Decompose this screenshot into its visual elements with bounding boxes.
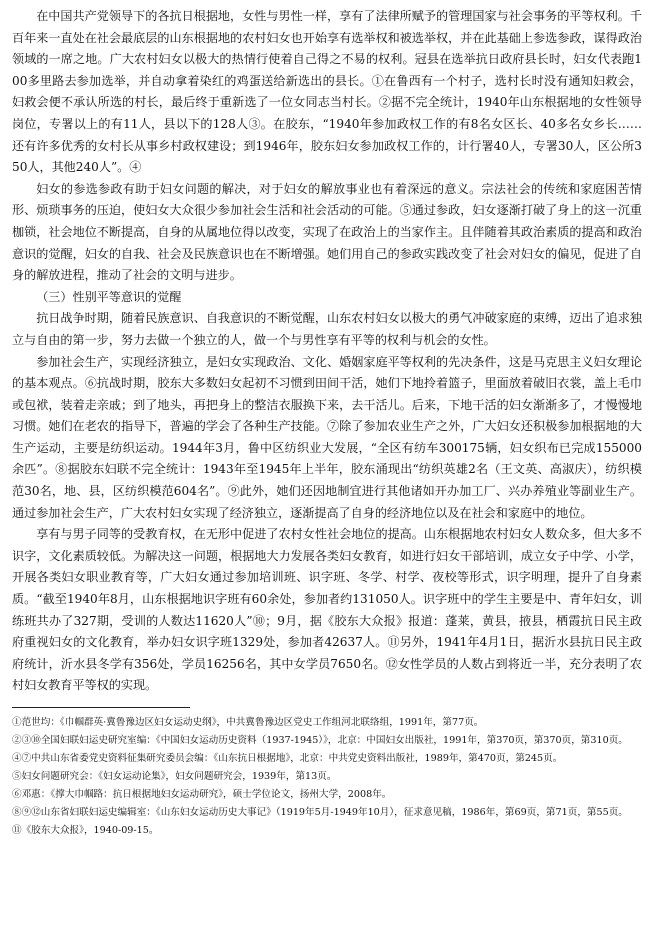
paragraph-women-participation: 在中国共产党领导下的各抗日根据地，女性与男性一样，享有了法律所赋予的管理国家与社会事务的平等权利。千百年来一直处在社会最底层的山东根据地的农村妇女也开始享有选举权和被选举权，并在此基础上参选参政，谋得政治领域的一席之地。广大农村妇女以极大的热情行使着自己得之不易的权利。冠县在选举抗日政府县长时，妇女代表跑100多里路去参加选举，并自动拿着染红的鸡蛋送给新选出的县长。①在鲁西有一个村子，选村长时没有通知妇救会，妇救会便不承认所选的村长，最后终于重新选了一位女同志当村长。②据不完全统计，1940年山东根据地的女性领导岗位，专署以上的有11人，县以下的128人③。在胶东，“1940年参加政权工作的有8名女区长、40多名女乡长……还有许多优秀的女村长从事乡村政权建设；到1946年，胶东妇女参加政权工作的，计行署40人，专署30人，区公所350人，其他240人”。④: [12, 9, 642, 175]
paragraph-economic-independence: 参加社会生产，实现经济独立，是妇女实现政治、文化、婚姻家庭平等权利的先决条件，这是马克思主义妇女理论的基本观点。⑥抗战时期，胶东大多数妇女起初不习惯到田间干活，她们下地拎着篮子，里面放着破旧衣裳，盖上毛巾或包袱，装着走亲戚；到了地头，再把身上的整洁衣服换下来，去干活儿。后来，下地干活的妇女渐渐多了，才慢慢地习惯。她们在老农的指导下，普遍的学会了各种生产技能。⑦除了参加农业生产之外，广大妇女还积极参加根据地的大生产运动，主要是纺织运动。1944年3月，鲁中区纺织业大发展，“全区有纺车300175辆，妇女织布已完成155000余匹”。⑧据胶东妇联不完全统计：1943年至1945年上半年，胶东涌现出“纺织英雄2名（王文英、高淑庆），纺织模范30名，地、县，区纺织模范604名”。⑨此外，她们还因地制宜进行其他诸如开办加工厂、兴办养殖业等副业生产。通过参加社会生产，广大农村妇女实现了经济独立，逐渐提高了自身的经济地位以及在社会和家庭中的地位。: [12, 354, 642, 520]
footnotes: [12, 714, 642, 840]
footnote-divider: [12, 707, 190, 708]
footnote: ⑥邓惠：《撑大巾帼路：抗日根据地妇女运动研究》，硕士学位论文，扬州大学，2008年。: [12, 789, 392, 800]
footnote: ①范世均：《巾帼群英·冀鲁豫边区妇女运动史纲》，中共冀鲁豫边区党史工作组河北联络组，1991年，第77页。: [12, 717, 484, 728]
footnote: ⑪《胶东大众报》，1940-09-15。: [12, 825, 159, 836]
body-text: [12, 6, 642, 697]
footnote: ②③⑩全国妇联妇运史研究室编：《中国妇女运动历史资料（1937-1945）》，北京：中国妇女出版社，1991年，第370页，第370页，第310页。: [12, 735, 628, 746]
footnote: ④⑦中共山东省委党史资料征集研究委员会编：《山东抗日根据地》，北京：中共党史资料出版社，1989年，第470页，第245页。: [12, 753, 563, 764]
footnote: ⑤妇女问题研究会：《妇女运动论集》，妇女问题研究会，1939年，第13页。: [12, 771, 337, 782]
footnote: ⑧⑨⑫山东省妇联妇运史编辑室：《山东妇女运动历史大事记》（1919年5月-1949年10月），征求意见稿，1986年，第69页，第71页，第55页。: [12, 807, 628, 818]
paragraph-awakening-intro: 抗日战争时期，随着民族意识、自我意识的不断觉醒，山东农村妇女以极大的勇气冲破家庭的束缚，迈出了追求独立与自由的第一步，努力去做一个独立的人，做一个与男性享有平等的权利与机会的女性。: [12, 311, 642, 347]
paragraph-education-equality: 享有与男子同等的受教育权，在无形中促进了农村女性社会地位的提高。山东根据地农村妇女人数众多，但大多不识字，文化素质较低。为解决这一问题，根据地大力发展各类妇女教育，如进行妇女干部培训，成立女子中学、小学，开展各类妇女职业教育等，广大妇女通过参加培训班、识字班、冬学、村学、夜校等形式，识字明理，提升了自身素质。“截至1940年8月，山东根据地识字班有60余处，参加者约131050人。识字班中的学生主要是中、青年妇女，训练班共办了327期，受训的人数达11620人”⑩；9月，据《胶东大众报》报道：蓬莱，黄县，掖县，栖霞抗日民主政府重视妇女的文化教育，举办妇女识字班1329处，参加者42637人。⑪另外，1941年4月1日，据沂水县抗日民主政府统计，沂水县冬学有356处，学员16256名，其中女学员7650名。⑫女性学员的人数占到将近一半，充分表明了农村妇女教育平等权的实现。: [12, 527, 642, 693]
section-heading: （三）性别平等意识的觉醒: [36, 289, 182, 304]
paragraph-participation-significance: 妇女的参选参政有助于妇女问题的解决，对于妇女的解放事业也有着深远的意义。宗法社会的传统和家庭困苦情形、烦琐事务的压迫，使妇女大众很少参加社会生活和社会活动的可能。⑤通过参政，妇女逐渐打破了身上的这一沉重枷锁，社会地位不断提高，自身的从属地位得以改变，实现了在政治上的当家作主。且伴随着其政治素质的提高和政治意识的觉醒，妇女的自我、社会及民族意识也在不断增强。她们用自己的参政实践改变了社会对妇女的偏见，促进了自身的解放进程，推动了社会的文明与进步。: [12, 181, 642, 283]
